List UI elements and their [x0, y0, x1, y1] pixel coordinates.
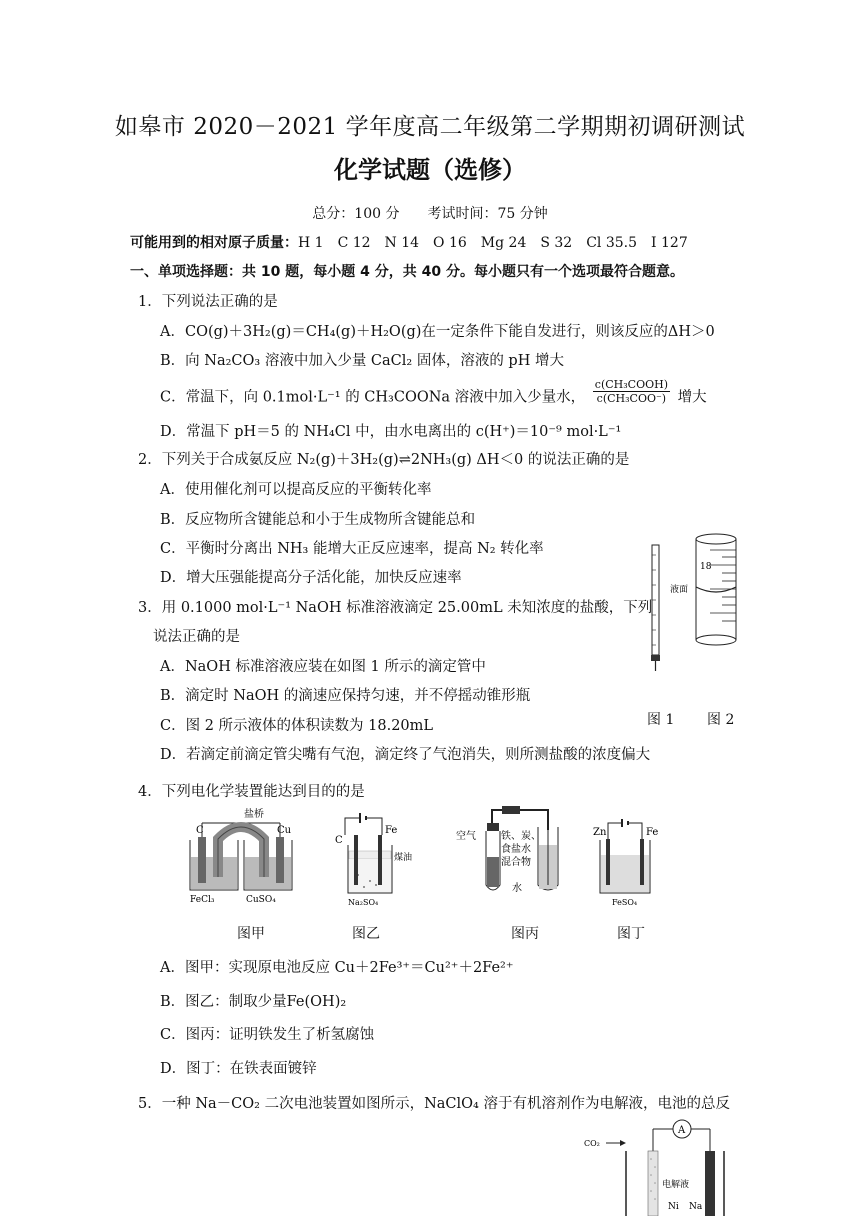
q2-option-a: A．使用催化剂可以提高反应的平衡转化率 [160, 482, 432, 498]
exam-meta: 总分：100 分 考试时间：75 分钟 [312, 206, 548, 222]
ni-electrode-label: Ni [668, 1202, 679, 1212]
ding-iron-label: Fe [646, 827, 659, 838]
q4-fig-yi-caption: 图乙 [352, 926, 380, 942]
q4-option-c: C．图丙：证明铁发生了析氢腐蚀 [160, 1027, 375, 1043]
apparatus-jia [190, 807, 292, 905]
q4-apparatus [180, 805, 680, 915]
yi-carbon-label: C [335, 835, 343, 846]
bing-water-label: 水 [512, 883, 522, 894]
q3-fig2-caption: 图 2 [707, 712, 735, 728]
q2-option-d: D．增大压强能提高分子活化能，加快反应速率 [160, 570, 462, 586]
q4-option-b: B．图乙：制取少量Fe(OH)₂ [160, 994, 347, 1010]
jia-right-electrode-label: Cu [277, 825, 292, 836]
exam-subtitle: 化学试题（选修） [334, 155, 526, 184]
bing-mixture-line2: 食盐水 [501, 844, 531, 855]
q1-option-c [160, 378, 707, 411]
atomic-masses [130, 232, 688, 252]
q3-stem-line1: 3．用 0.1000 mol·L⁻¹ NaOH 标准溶液滴定 25.00mL 未知浓度的盐酸，下列 [138, 600, 653, 616]
q3-fig1-caption: 图 1 [647, 712, 675, 728]
q5-stem: 5．一种 Na－CO₂ 二次电池装置如图所示，NaClO₄ 溶于有机溶剂作为电解液，电池的总反 [138, 1096, 730, 1112]
yi-kerosene-label: 煤油 [394, 853, 413, 863]
q3-option-a: A．NaOH 标准溶液应装在如图 1 所示的滴定管中 [160, 659, 486, 675]
apparatus-bing [456, 806, 558, 894]
q1-fraction [593, 378, 670, 405]
q1-fraction-denominator: c(CH₃COO⁻) [596, 392, 667, 405]
q1-option-a: A．CO(g)＋3H₂(g)＝CH₄(g)＋H₂O(g)在一定条件下能自发进行，则该反应的ΔH＞0 [160, 324, 715, 340]
ding-solution-label: FeSO₄ [612, 898, 638, 907]
q1-fraction-numerator: c(CH₃COOH) [594, 378, 668, 391]
apparatus-yi [335, 813, 412, 907]
yi-iron-label: Fe [385, 825, 398, 836]
burette-illustration [651, 545, 660, 671]
q1-option-d: D．常温下 pH＝5 的 NH₄Cl 中，由水电离出的 c(H⁺)＝10⁻⁹ mol·L⁻¹ [160, 424, 622, 440]
reading-mark-label: 18 [700, 562, 712, 572]
q2-option-c: C．平衡时分离出 NH₃ 能增大正反应速率，提高 N₂ 转化率 [160, 541, 544, 557]
ding-zinc-label: Zn [593, 827, 607, 838]
jia-salt-bridge-label: 盐桥 [244, 809, 264, 820]
co2-label: CO₂ [584, 1139, 600, 1148]
q3-option-d: D．若滴定前滴定管尖嘴有气泡，滴定终了气泡消失，则所测盐酸的浓度偏大 [160, 747, 651, 763]
atomic-masses-label: 可能用到的相对原子质量： [130, 235, 298, 251]
ammeter-label: A [678, 1125, 686, 1136]
q2-option-b: B．反应物所含键能总和小于生成物所含键能总和 [160, 512, 476, 528]
q4-fig-bing-caption: 图丙 [511, 926, 539, 942]
q3-option-c: C．图 2 所示液体的体积读数为 18.20mL [160, 718, 434, 734]
burette-reading-illustration [670, 534, 736, 645]
q4-fig-jia-caption: 图甲 [237, 926, 265, 942]
yi-solution-label: Na₂SO₄ [348, 898, 379, 907]
exam-title: 如皋市 2020－2021 学年度高二年级第二学期期初调研测试 [114, 114, 746, 140]
bing-air-label: 空气 [456, 831, 476, 842]
q1-option-b: B．向 Na₂CO₃ 溶液中加入少量 CaCl₂ 固体，溶液的 pH 增大 [160, 353, 564, 369]
q4-stem: 4．下列电化学装置能达到目的的是 [138, 784, 365, 800]
jia-right-solution: CuSO₄ [246, 895, 276, 905]
jia-left-solution: FeCl₃ [190, 895, 215, 905]
liquid-level-label: 液面 [670, 585, 689, 595]
atomic-masses-values: H 1 C 12 N 14 O 16 Mg 24 S 32 Cl 35.5 I 127 [298, 235, 688, 251]
q3-option-b: B．滴定时 NaOH 的滴速应保持匀速，并不停摇动锥形瓶 [160, 688, 531, 704]
q4-fig-ding-caption: 图丁 [617, 926, 645, 942]
q2-stem: 2．下列关于合成氨反应 N₂(g)＋3H₂(g)⇌2NH₃(g) ΔH＜0 的说法正确的是 [138, 452, 630, 468]
apparatus-ding [593, 819, 658, 907]
q3-stem-line2: 说法正确的是 [153, 629, 240, 645]
q4-option-d: D．图丁：在铁表面镀锌 [160, 1061, 317, 1077]
q3-figures [638, 525, 748, 685]
q5-battery-diagram [582, 1115, 742, 1216]
bing-mixture-line3: 混合物 [501, 857, 531, 868]
q4-option-a: A．图甲：实现原电池反应 Cu＋2Fe³⁺＝Cu²⁺＋2Fe²⁺ [160, 960, 514, 976]
q1-option-c-tail: 增大 [677, 389, 707, 406]
bing-mixture-line1: 铁、炭、 [501, 831, 541, 842]
q1-stem: 1．下列说法正确的是 [138, 294, 278, 310]
electrolyte-label: 电解液 [662, 1180, 690, 1190]
jia-left-electrode-label: C [196, 825, 204, 836]
section-heading: 一、单项选择题：共 10 题，每小题 4 分，共 40 分。每小题只有一个选项最符合题意。 [130, 264, 684, 280]
na-electrode-label: Na [689, 1202, 703, 1212]
q1-option-c-text: C．常温下，向 0.1mol·L⁻¹ 的 CH₃COONa 溶液中加入少量水， [160, 389, 586, 406]
